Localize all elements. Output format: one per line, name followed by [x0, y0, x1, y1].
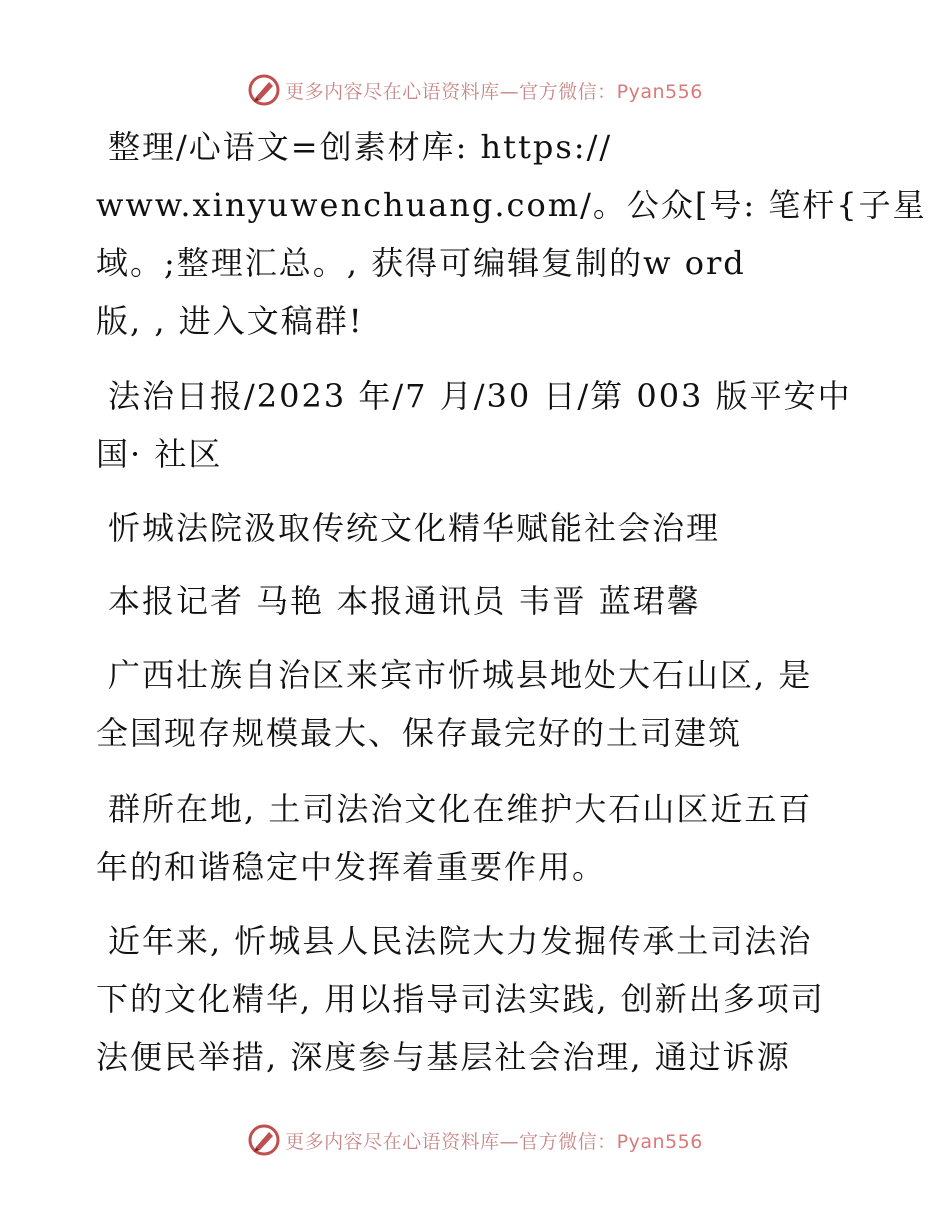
paragraph-body — [96, 646, 856, 762]
text-line: 版, , 进入文稿群! — [96, 302, 364, 340]
watermark-handle: Pyan556 — [616, 1130, 703, 1153]
watermark-banner-bottom — [0, 1120, 950, 1160]
text-line: 法治日报/2023 年/7 月/30 日/第 003 版平安中 — [108, 377, 852, 415]
paragraph-source-note — [96, 118, 927, 350]
watermark-text — [285, 77, 703, 104]
text-line: 整理/心语文=创素材库: https:// — [108, 128, 613, 166]
text-line: 广西壮族自治区来宾市忻城县地处大石山区, 是 — [108, 656, 813, 694]
text-line: 年的和谐稳定中发挥着重要作用。 — [96, 848, 607, 886]
article-byline — [96, 572, 856, 630]
text-line: 忻城法院汲取传统文化精华赋能社会治理 — [108, 509, 721, 547]
watermark-banner-top — [0, 70, 950, 110]
watermark-text — [285, 1127, 703, 1154]
article-headline — [96, 499, 856, 557]
paragraph-publication-info — [96, 367, 856, 483]
text-line: 群所在地, 土司法治文化在维护大石山区近五百 — [108, 790, 813, 828]
text-line: www.xinyuwenchuang.com/。公众[号: 笔杆{子星 — [96, 186, 927, 224]
pen-logo-icon — [247, 73, 281, 107]
watermark-handle: Pyan556 — [616, 80, 703, 103]
paragraph-body — [96, 780, 856, 896]
pen-logo-icon — [247, 1123, 281, 1157]
watermark-label: 更多内容尽在心语资料库—官方微信： — [285, 80, 617, 103]
text-line: 近年来, 忻城县人民法院大力发掘传承土司法治 — [108, 922, 813, 960]
watermark-label: 更多内容尽在心语资料库—官方微信： — [285, 1130, 617, 1153]
paragraph-body — [96, 912, 856, 1086]
text-line: 法便民举措, 深度参与基层社会治理, 通过诉源 — [96, 1038, 791, 1076]
text-line: 国· 社区 — [96, 435, 223, 473]
text-line: 全国现存规模最大、保存最完好的土司建筑 — [96, 714, 743, 752]
text-line: 下的文化精华, 用以指导司法实践, 创新出多项司 — [96, 980, 825, 1018]
text-line: 域。;整理汇总。, 获得可编辑复制的w ord — [96, 244, 746, 282]
text-line: 本报记者 马艳 本报通讯员 韦晋 蓝珺馨 — [108, 582, 701, 620]
